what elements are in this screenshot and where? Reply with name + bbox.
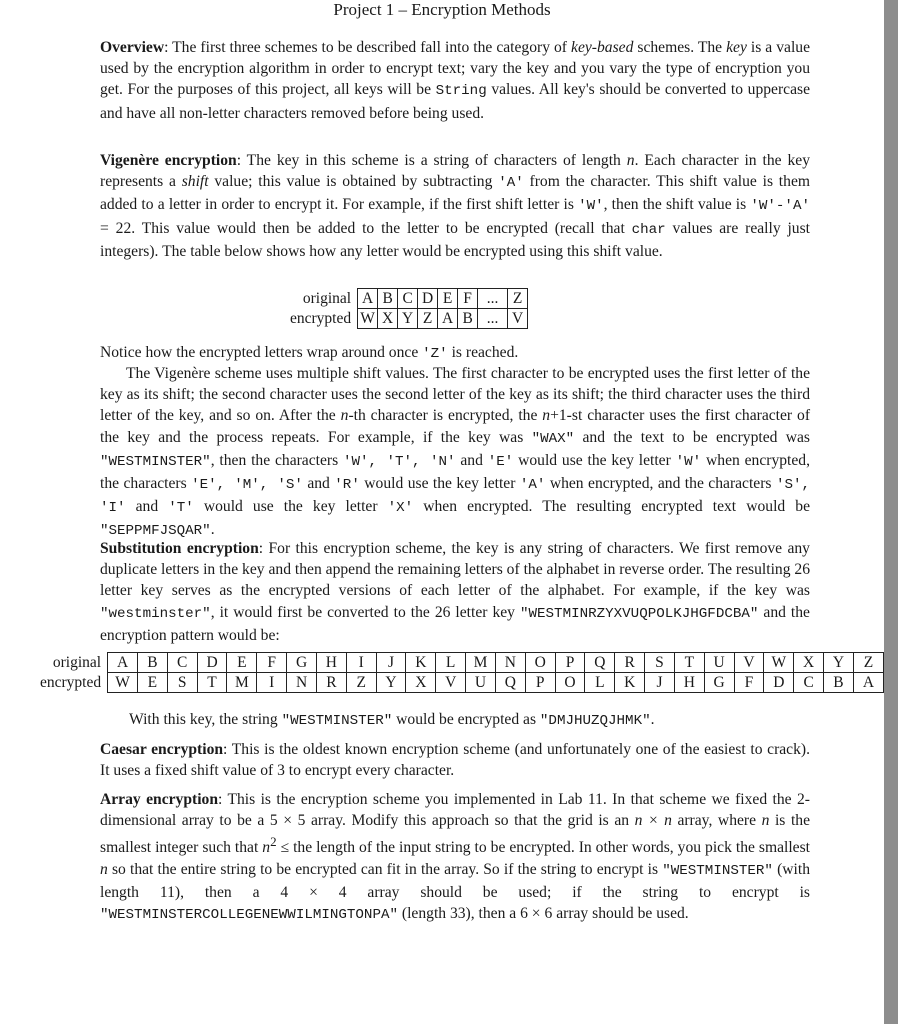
letter-cell: O	[555, 673, 585, 693]
letter-cell: Y	[824, 653, 854, 673]
letter-cell: B	[137, 653, 167, 673]
letter-cell: ...	[478, 309, 508, 329]
letter-cell: B	[378, 289, 398, 309]
letter-cell: Y	[376, 673, 406, 693]
letter-cell: A	[108, 653, 138, 673]
vigenere-paragraph: Vigenère encryption: The key in this scheme is a string of characters of length n. Each character in the key represents a shift value; this value is obtained by subtracting 'A' from the character. This shift value is them added to a letter in order to encrypt it. For example, if the first shift letter is 'W', then the shift value is 'W'-'A' = 22. This value would then be added to the letter to be encrypted (recall that char values are really just integers). The table below shows how any letter would be encrypted using this shift value.	[100, 152, 811, 260]
letter-cell: Q	[585, 653, 615, 673]
letter-cell: W	[764, 653, 794, 673]
substitution-heading: Substitution encryption	[100, 540, 259, 557]
letter-cell: O	[525, 653, 555, 673]
letter-cell: U	[466, 673, 496, 693]
letter-cell: V	[508, 309, 528, 329]
letter-cell: C	[167, 653, 197, 673]
letter-cell: M	[227, 673, 257, 693]
array-heading: Array encryption	[100, 791, 218, 808]
letter-cell: Q	[495, 673, 525, 693]
letter-cell: N	[287, 673, 317, 693]
window-scrollbar[interactable]	[884, 0, 898, 1024]
substitution-encrypted-row	[40, 673, 884, 693]
letter-cell: R	[615, 653, 645, 673]
letter-cell: F	[257, 653, 287, 673]
row-label-original: original	[302, 290, 352, 307]
letter-cell: P	[555, 653, 585, 673]
letter-cell: X	[794, 653, 824, 673]
letter-cell: T	[197, 673, 227, 693]
letter-cell: S	[645, 653, 675, 673]
letter-cell: J	[645, 673, 675, 693]
letter-cell: X	[378, 309, 398, 329]
letter-cell: A	[358, 289, 378, 309]
letter-cell: A	[853, 673, 883, 693]
page-title: Project 1 – Encryption Methods	[333, 0, 551, 19]
letter-cell: Z	[508, 289, 528, 309]
letter-cell: T	[674, 653, 704, 673]
letter-cell: I	[257, 673, 287, 693]
letter-cell: G	[287, 653, 317, 673]
overview-paragraph: Overview: The first three schemes to be described fall into the category of key-based schemes. The key is a value used by the encryption algorithm in order to encrypt text; vary the key and you vary the type of encryption you get. For the purposes of this project, all keys will be String values. All key's should be converted to uppercase and have all non-letter characters removed before being used.	[100, 39, 811, 122]
array-paragraph: Array encryption: This is the encryption scheme you implemented in Lab 11. In that scheme we fixed the 2-dimensional array to be a 5 × 5 array. Modify this approach so that the grid is an n × n array, where n is the smallest integer such that $n^2$ ≤ the length of the input string to be encrypted. In other words, you pick the smallest n so that the entire string to be encrypted can fit in the array. So if the string to encrypt is "WESTMINSTER" (with length 11), then a 4 × 4 array should be used; if the string to encrypt is "WESTMINSTERCOLLEGENEWWILMINGTONPA" (length 33), then a 6 × 6 array should be used.	[100, 791, 811, 924]
with-key-paragraph: With this key, the string "WESTMINSTER" would be encrypted as "DMJHUZQJHMK".	[129, 711, 655, 729]
vigenere-example-paragraph: The Vigenère scheme uses multiple shift values. The first character to be encrypted uses the first letter of the key as its shift; the second character uses the second letter of the key as its shift; the third character uses the third letter of the key, and so on. After the n-th character is encrypted, the n+1-st character uses the first character of the key and the process repeats. For example, if the key was "WAX" and the text to be encrypted was "WESTMINSTER", then the characters 'W', 'T', 'N' and 'E' would use the key letter 'W' when encrypted, the characters 'E', 'M', 'S' and 'R' would use the key letter 'A' when encrypted, and the characters 'S', 'I' and 'T' would use the key letter 'X' when encrypted. The resulting encrypted text would be "SEPPMFJSQAR".	[100, 365, 811, 540]
letter-cell: L	[585, 673, 615, 693]
substitution-original-row	[40, 653, 884, 673]
letter-cell: ...	[478, 289, 508, 309]
caesar-paragraph: Caesar encryption: This is the oldest known encryption scheme (and unfortunately one of the easiest to crack). It uses a fixed shift value of 3 to encrypt every character.	[100, 741, 810, 780]
vigenere-shift-table	[290, 288, 528, 329]
letter-cell: E	[137, 673, 167, 693]
letter-cell: E	[227, 653, 257, 673]
letter-cell: F	[734, 673, 764, 693]
letter-cell: V	[436, 673, 466, 693]
letter-cell: D	[764, 673, 794, 693]
row-label-encrypted: encrypted	[290, 310, 352, 327]
letter-cell: D	[197, 653, 227, 673]
letter-cell: N	[495, 653, 525, 673]
letter-cell: E	[438, 289, 458, 309]
letter-cell: I	[346, 653, 376, 673]
row-label-original: original	[52, 654, 102, 671]
notice-paragraph: Notice how the encrypted letters wrap around once 'Z' is reached.	[100, 344, 519, 362]
letter-cell: Z	[418, 309, 438, 329]
letter-cell: V	[734, 653, 764, 673]
letter-cell: P	[525, 673, 555, 693]
letter-cell: B	[824, 673, 854, 693]
row-label-encrypted: encrypted	[40, 674, 102, 691]
letter-cell: B	[458, 309, 478, 329]
letter-cell: R	[316, 673, 346, 693]
overview-heading: Overview	[100, 39, 165, 56]
letter-cell: M	[466, 653, 496, 673]
letter-cell: H	[316, 653, 346, 673]
letter-cell: W	[358, 309, 378, 329]
substitution-table	[40, 652, 884, 693]
letter-cell: G	[704, 673, 734, 693]
vigenere-heading: Vigenère encryption	[100, 152, 237, 169]
letter-cell: Z	[346, 673, 376, 693]
letter-cell: L	[436, 653, 466, 673]
substitution-paragraph: Substitution encryption: For this encryption scheme, the key is any string of characters. We first remove any duplicate letters in the key and then append the remaining letters of the alphabet in reverse order. The resulting 26 letter key serves as the encrypted versions of each letter of the alphabet. For example, if the key was "westminster", it would first be converted to the 26 letter key "WESTMINRZYXVUQPOLKJHGFDCBA" and the encryption pattern would be:	[100, 540, 810, 644]
letter-cell: K	[406, 653, 436, 673]
letter-cell: Z	[853, 653, 883, 673]
letter-cell: H	[674, 673, 704, 693]
letter-cell: W	[108, 673, 138, 693]
letter-cell: X	[406, 673, 436, 693]
letter-cell: C	[398, 289, 418, 309]
letter-cell: F	[458, 289, 478, 309]
letter-cell: Y	[398, 309, 418, 329]
letter-cell: K	[615, 673, 645, 693]
letter-cell: C	[794, 673, 824, 693]
caesar-heading: Caesar encryption	[100, 741, 224, 758]
letter-cell: U	[704, 653, 734, 673]
letter-cell: S	[167, 673, 197, 693]
letter-cell: J	[376, 653, 406, 673]
letter-cell: D	[418, 289, 438, 309]
vigenere-encrypted-row	[290, 309, 528, 329]
vigenere-original-row	[290, 289, 528, 309]
letter-cell: A	[438, 309, 458, 329]
